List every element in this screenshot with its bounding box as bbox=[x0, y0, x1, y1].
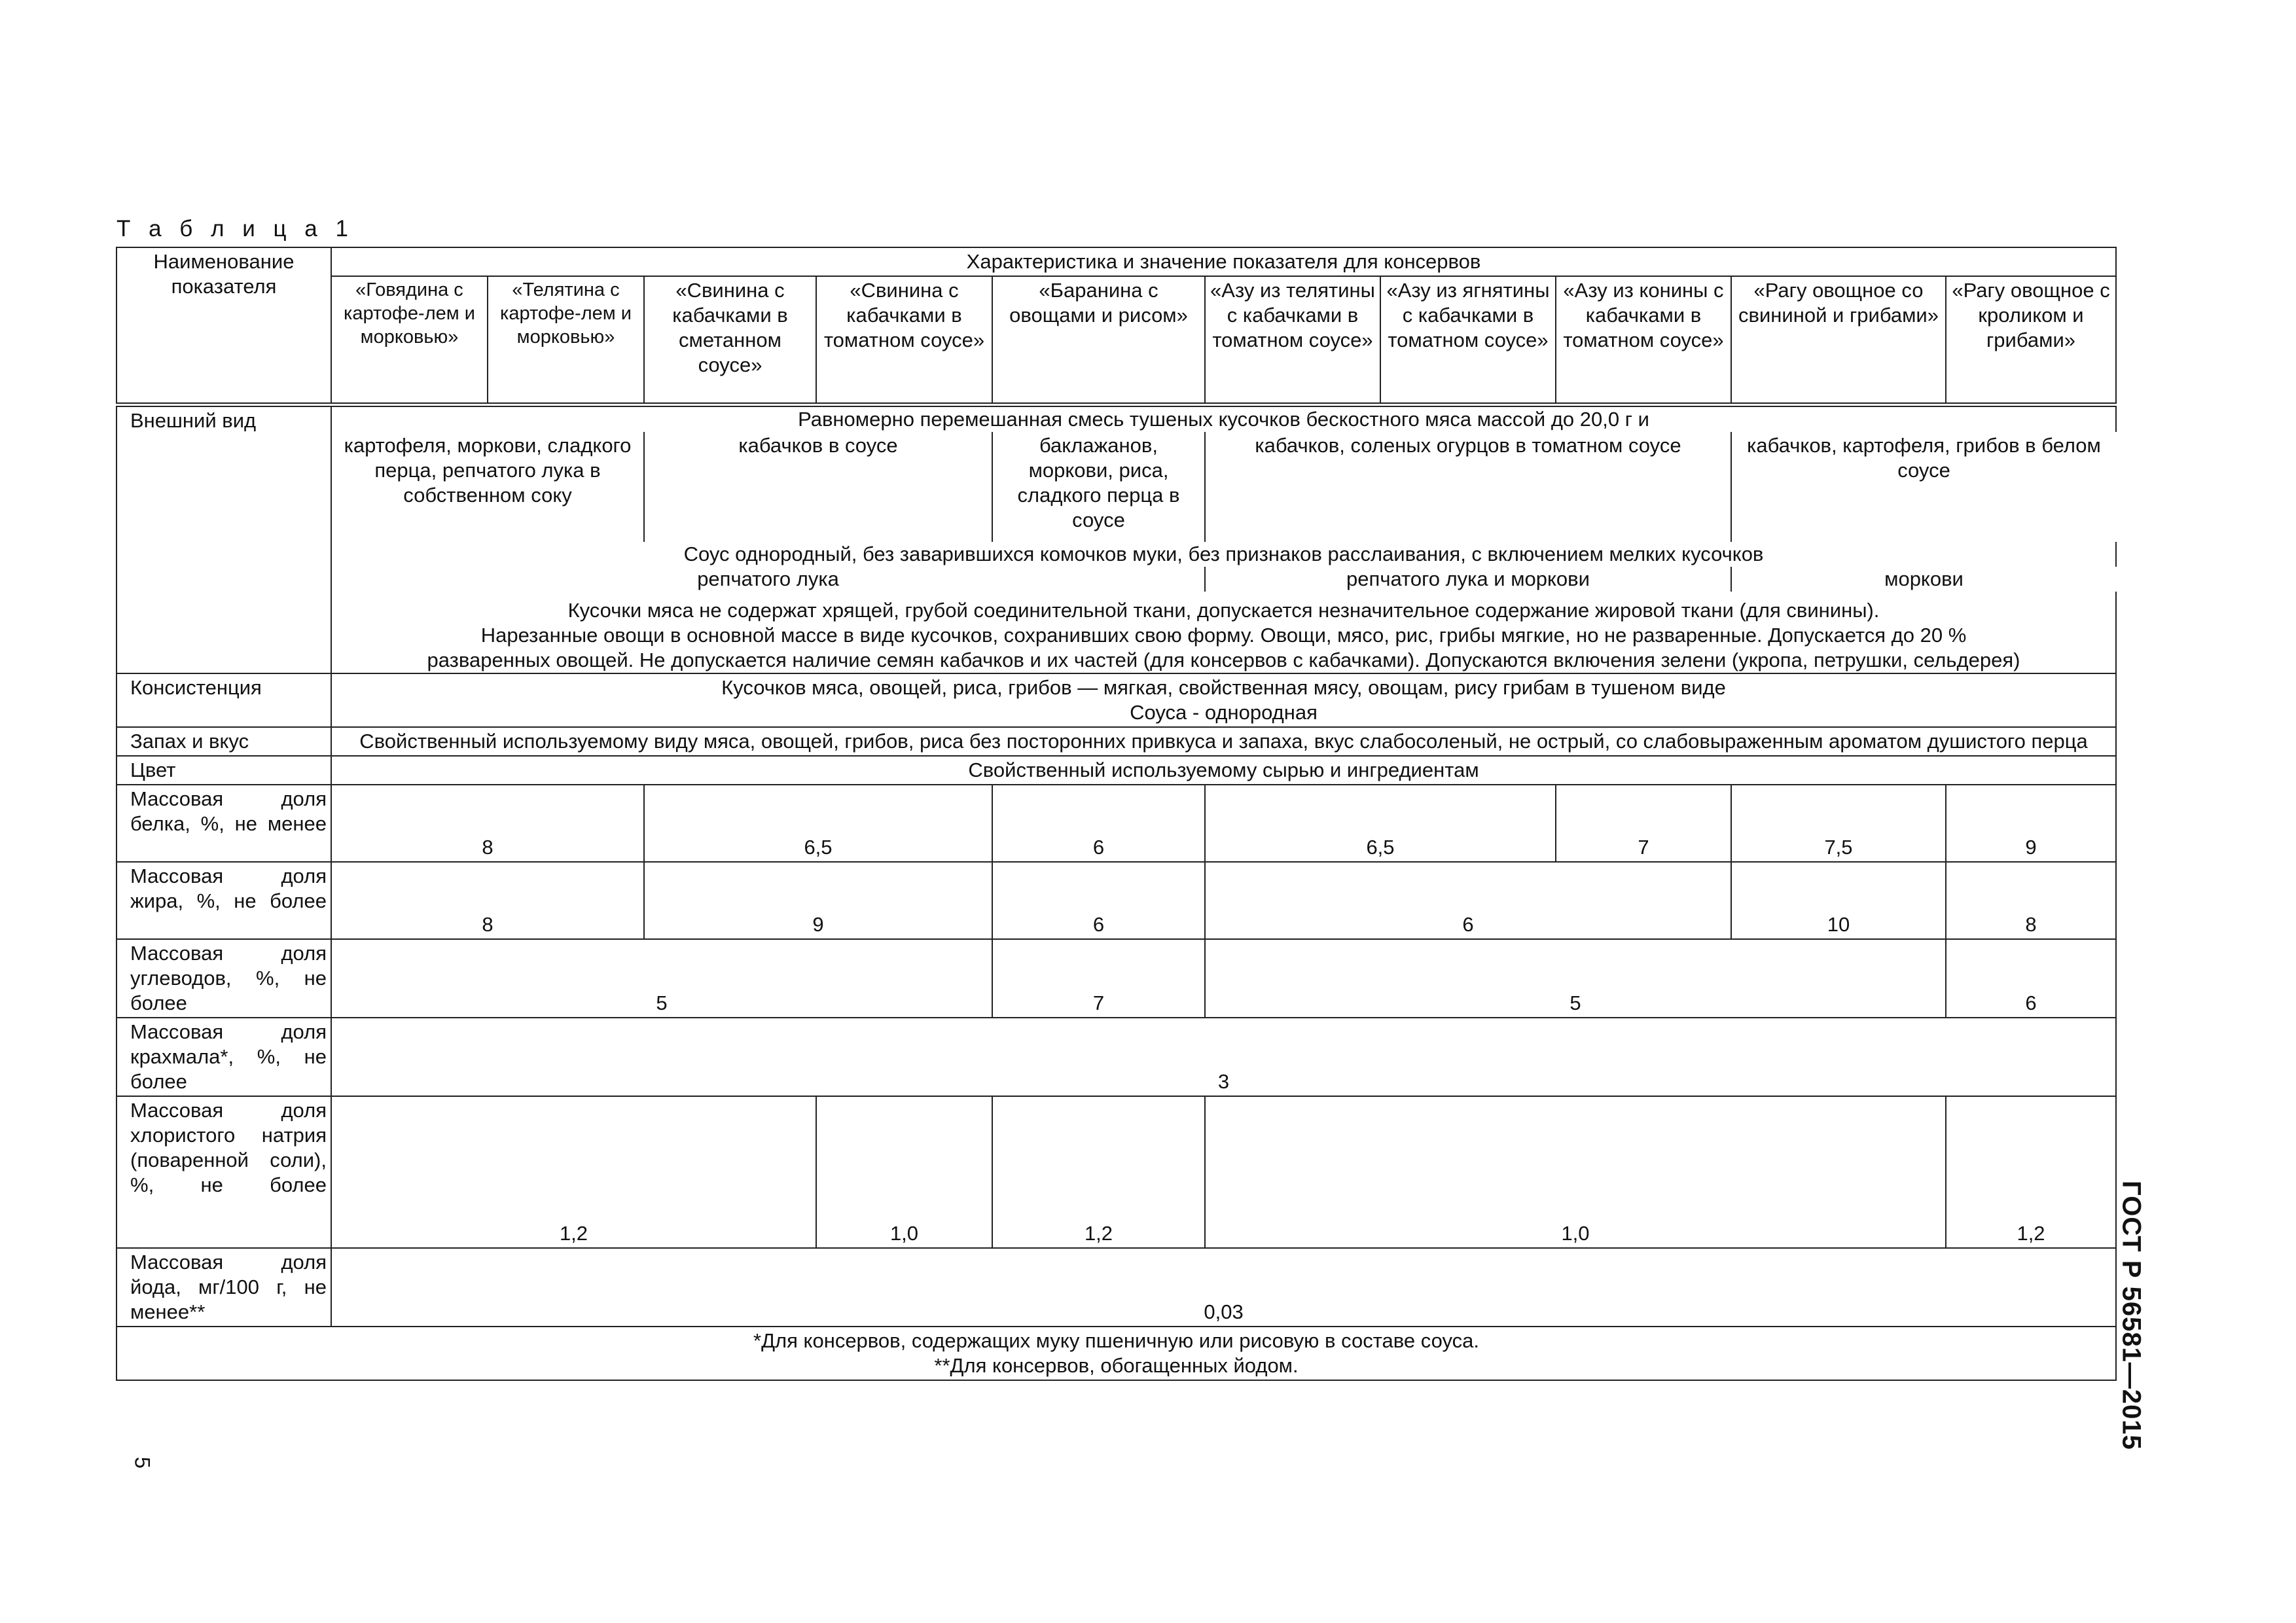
appearance-group-3: баклажанов, моркови, риса, сладкого перца в соусе bbox=[992, 432, 1205, 542]
protein-value-2: 6,5 bbox=[644, 785, 992, 862]
document-code-text: ГОСТ Р 56581—2015 bbox=[2117, 1181, 2146, 1450]
color-row bbox=[117, 756, 2116, 785]
header-col-10: «Рагу овощное с кроликом и грибами» bbox=[1946, 276, 2116, 404]
appearance-sauce-3: моркови bbox=[1731, 567, 2116, 592]
salt-value-4: 1,0 bbox=[1205, 1096, 1946, 1248]
carbs-label: Массовая доля углеводов, %, не более bbox=[117, 939, 331, 1018]
appearance-p1: Кусочки мяса не содержат хрящей, грубой соединительной ткани, допускается незначительное содержание жировой ткани (для свинины). bbox=[567, 598, 1880, 622]
appearance-row-1 bbox=[117, 404, 2116, 432]
appearance-sauce-1: репчатого лука bbox=[331, 567, 1205, 592]
consistency-row bbox=[117, 673, 2116, 727]
protein-value-5: 7 bbox=[1556, 785, 1731, 862]
protein-value-4: 6,5 bbox=[1205, 785, 1556, 862]
color-value: Свойственный используемому сырью и ингредиентам bbox=[331, 756, 2116, 785]
protein-value-6: 7,5 bbox=[1731, 785, 1946, 862]
footnotes bbox=[117, 1327, 2116, 1380]
fat-row bbox=[117, 862, 2116, 939]
carbs-value-4: 6 bbox=[1946, 939, 2116, 1018]
carbs-row bbox=[117, 939, 2116, 1018]
header-col-9: «Рагу овощное со свининой и грибами» bbox=[1731, 276, 1946, 404]
consistency-l1: Кусочков мяса, овощей, риса, грибов — мягкая, свойственная мясу, овощам, рису грибам в тушеном виде bbox=[721, 675, 1726, 699]
protein-value-3: 6 bbox=[992, 785, 1205, 862]
salt-row bbox=[117, 1096, 2116, 1248]
fat-value-6: 8 bbox=[1946, 862, 2116, 939]
header-col-7: «Азу из ягнятины с кабачками в томатном соусе» bbox=[1380, 276, 1556, 404]
header-name-col: Наименование показателя bbox=[117, 247, 331, 404]
header-group: Характеристика и значение показателя для консервов bbox=[331, 247, 2116, 276]
header-col-4: «Свинина с кабачками в томатном соусе» bbox=[816, 276, 992, 404]
consistency-value bbox=[331, 673, 2116, 727]
appearance-row-3 bbox=[117, 542, 2116, 567]
iodine-row bbox=[117, 1248, 2116, 1327]
header-col-8: «Азу из конины с кабачками в томатном соусе» bbox=[1556, 276, 1731, 404]
document-code-label bbox=[2115, 1178, 2147, 1453]
page-number-text: 5 bbox=[130, 1457, 154, 1469]
salt-label: Массовая доля хлористого натрия (поваренной соли), %, не более bbox=[117, 1096, 331, 1248]
footnote-1: *Для консервов, содержащих муку пшеничную или рисовую в составе соуса. bbox=[753, 1329, 1480, 1352]
page-number bbox=[132, 1450, 152, 1476]
appearance-group-4: кабачков, соленых огурцов в томатном соусе bbox=[1205, 432, 1731, 542]
fat-value-5: 10 bbox=[1731, 862, 1946, 939]
protein-value-1: 8 bbox=[331, 785, 644, 862]
characteristics-table bbox=[116, 247, 2117, 1381]
color-label: Цвет bbox=[117, 756, 331, 785]
header-col-5: «Баранина с овощами и рисом» bbox=[992, 276, 1205, 404]
header-group-row bbox=[117, 247, 2116, 276]
smell-row bbox=[117, 727, 2116, 756]
table-caption: Т а б л и ц а 1 bbox=[117, 216, 354, 241]
carbs-value-2: 7 bbox=[992, 939, 1205, 1018]
header-col-6: «Азу из телятины с кабачками в томатном соусе» bbox=[1205, 276, 1380, 404]
appearance-p2: Нарезанные овощи в основной массе в виде кусочков, сохранивших свою форму. Овощи, мясо, рис, грибы мягкие, но не разваренные. Допускается до 20 % bbox=[480, 623, 1967, 647]
appearance-paragraph bbox=[331, 592, 2116, 673]
carbs-value-1: 5 bbox=[331, 939, 992, 1018]
starch-value: 3 bbox=[331, 1018, 2116, 1096]
header-col-2: «Телятина с картофе-лем и морковью» bbox=[488, 276, 644, 404]
appearance-group-5: кабачков, картофеля, грибов в белом соусе bbox=[1731, 432, 2116, 542]
fat-value-3: 6 bbox=[992, 862, 1205, 939]
appearance-sauce: Соус однородный, без заварившихся комочков муки, без признаков расслаивания, с включением мелких кусочков bbox=[331, 542, 2116, 567]
iodine-value: 0,03 bbox=[331, 1248, 2116, 1327]
protein-label: Массовая доля белка, %, не менее bbox=[117, 785, 331, 862]
salt-value-3: 1,2 bbox=[992, 1096, 1205, 1248]
appearance-sauce-2: репчатого лука и моркови bbox=[1205, 567, 1731, 592]
appearance-p3: разваренных овощей. Не допускается наличие семян кабачков и их частей (для консервов с кабачками). Допускаются включения зелени (укропа, петрушки, сельдерея) bbox=[427, 648, 2020, 671]
carbs-value-3: 5 bbox=[1205, 939, 1946, 1018]
header-columns-row bbox=[117, 276, 2116, 404]
smell-label: Запах и вкус bbox=[117, 727, 331, 756]
smell-value: Свойственный используемому виду мяса, овощей, грибов, риса без посторонних привкуса и запаха, вкус слабосоленый, не острый, со слабовыраженным ароматом душистого перца bbox=[331, 727, 2116, 756]
appearance-row-4 bbox=[117, 567, 2116, 592]
appearance-line1: Равномерно перемешанная смесь тушеных кусочков бескостного мяса массой до 20,0 г и bbox=[331, 404, 2116, 432]
fat-label: Массовая доля жира, %, не более bbox=[117, 862, 331, 939]
iodine-label: Массовая доля йода, мг/100 г, не менее** bbox=[117, 1248, 331, 1327]
fat-value-1: 8 bbox=[331, 862, 644, 939]
salt-value-2: 1,0 bbox=[816, 1096, 992, 1248]
appearance-group-1: картофеля, моркови, сладкого перца, репчатого лука в собственном соку bbox=[331, 432, 644, 542]
starch-row bbox=[117, 1018, 2116, 1096]
appearance-row-5 bbox=[117, 592, 2116, 673]
appearance-label: Внешний вид bbox=[117, 404, 331, 673]
appearance-row-2 bbox=[117, 432, 2116, 542]
starch-label: Массовая доля крахмала*, %, не более bbox=[117, 1018, 331, 1096]
consistency-label: Консистенция bbox=[117, 673, 331, 727]
appearance-group-2: кабачков в соусе bbox=[644, 432, 992, 542]
salt-value-5: 1,2 bbox=[1946, 1096, 2116, 1248]
protein-row bbox=[117, 785, 2116, 862]
header-col-1: «Говядина с картофе-лем и морковью» bbox=[331, 276, 488, 404]
fat-value-2: 9 bbox=[644, 862, 992, 939]
footnote-2: **Для консервов, обогащенных йодом. bbox=[934, 1353, 1299, 1377]
footnotes-row bbox=[117, 1327, 2116, 1380]
fat-value-4: 6 bbox=[1205, 862, 1731, 939]
protein-value-7: 9 bbox=[1946, 785, 2116, 862]
consistency-l2: Соуса - однородная bbox=[1130, 700, 1318, 724]
salt-value-1: 1,2 bbox=[331, 1096, 816, 1248]
header-col-3: «Свинина с кабачками в сметанном соусе» bbox=[644, 276, 816, 404]
